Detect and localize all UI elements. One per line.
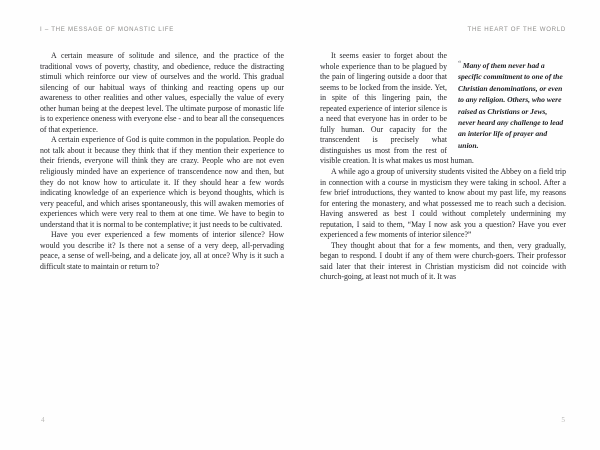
right-page-text-column: [320, 51, 566, 283]
page-number-left: 4: [41, 416, 45, 424]
quotation-mark-icon: “: [458, 60, 461, 67]
running-head-left: I – THE MESSAGE OF MONASTIC LIFE: [40, 26, 174, 33]
paragraph: They thought about that for a few moments, and then, very gradually, began to respond. I doubt if any of them were church-goers. Their professor said later that their interest in Christian mysticism did not coincide with church-going, at least not much of it. It was: [320, 240, 566, 282]
pull-quote-text: Many of them never had a specific commitment to one of the Christian denominations, or even to any religion. Others, who were raised as Christians or Jews, never heard any challenge to lead an interior life of prayer and union.: [458, 61, 564, 150]
running-head-right: THE HEART OF THE WORLD: [467, 26, 566, 33]
left-page-text-column: [40, 51, 284, 272]
paragraph: It seems easier to forget about the whole experience than to be plagued by the pain of lingering outside a door that seems to be locked from the inside. Yet, in spite of this lingering pain, the repeated experience of interior silence is a need that everyone has in order to be fully human. Our capacity for the transcendent is precisely what distinguishes us most from the rest of visible creation. It is what makes us most human.: [320, 51, 474, 166]
paragraph: Have you ever experienced a few moments of interior silence? How would you describe it? Is there not a sense of a very deep, all-pervading peace, a sense of well-being, and a delicate joy, all at once? Why is it such a difficult state to maintain or return to?: [40, 230, 284, 271]
paragraph: A certain experience of God is quite common in the population. People do not talk about it because they think that if they mention their experience to their friends, everyone will think they are crazy. People who are not even religiously minded have an experience of transcendence now and then, but they do not know how to articulate it. If they should hear a few words indicating knowledge of an experience which is beyond thoughts, which is very peaceful, and which arises spontaneously, this will awaken memories of experiences which were very real to them at one time. We have to begin to understand that it is normal to be contemplative; it just needs to be cultivated.: [40, 135, 284, 229]
paragraph: A certain measure of solitude and silence, and the practice of the traditional vows of poverty, chastity, and obedience, reduce the distracting stimuli which reinforce our view of ourselves and the world. This gradual silencing of our habitual ways of thinking and reacting opens up our awareness to other realities and other values, especially the value of every other human being at the deepest level. The ultimate purpose of monastic life is to experience oneness with everyone else - and to bear all the consequences of that experience.: [40, 51, 284, 134]
pull-quote: [458, 58, 566, 151]
right-page: [300, 0, 600, 450]
paragraph: A while ago a group of university students visited the Abbey on a field trip in connection with a course in mysticism they were taking in school. After a few brief introductions, they wanted to know about my past life, my reasons for entering the monastery, and what possessed me to reach such a decision. Having answered as best I could without completely undermining my reputation, I said to them, “May I now ask you a question? Have you ever experienced a few moments of interior silence?”: [320, 167, 566, 240]
page-number-right: 5: [561, 416, 565, 424]
